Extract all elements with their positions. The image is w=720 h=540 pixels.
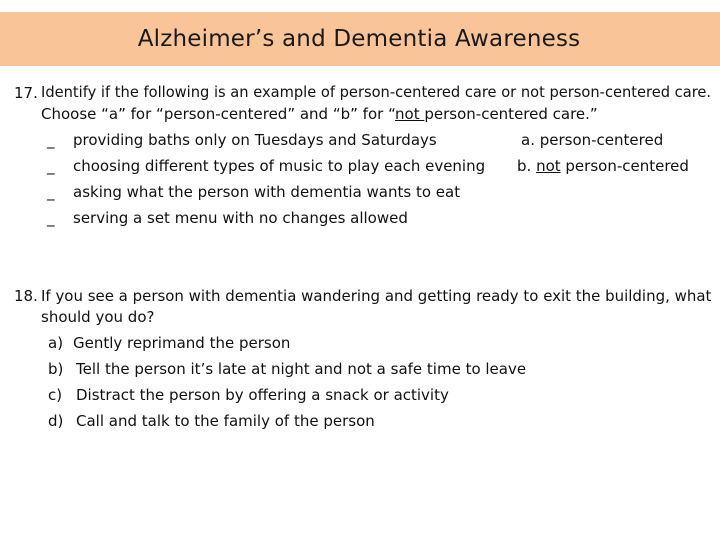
question-17-prompt-line2 <box>41 105 598 123</box>
answer-blank[interactable]: _ <box>47 131 55 149</box>
question-18-prompt-line2: should you do? <box>41 308 155 326</box>
key-b-prefix: b. <box>517 157 537 175</box>
list-item: asking what the person with dementia wants to eat <box>73 183 461 201</box>
option-letter: a) <box>48 334 64 352</box>
question-17-prompt-line1: Identify if the following is an example of person-centered care or not person-centered care. <box>41 84 712 101</box>
option-letter: c) <box>48 386 63 404</box>
title-banner <box>0 12 720 66</box>
prompt-line2-end: person-centered care.” <box>424 105 598 123</box>
page-title: Alzheimer’s and Dementia Awareness <box>137 26 581 52</box>
answer-key-b <box>517 157 689 175</box>
key-b-suffix: person-centered <box>560 157 689 175</box>
answer-blank[interactable]: _ <box>47 157 55 175</box>
not-underlined: not <box>395 105 425 123</box>
prompt-line2-start: Choose “a” for “person-centered” and “b” for “ <box>41 105 396 123</box>
list-item: choosing different types of music to play each evening <box>73 157 486 175</box>
option-b[interactable]: Tell the person it’s late at night and not a safe time to leave <box>76 360 527 378</box>
key-b-not: not <box>536 157 561 175</box>
option-a[interactable]: Gently reprimand the person <box>73 334 291 352</box>
option-letter: b) <box>48 360 64 378</box>
answer-key-a: a. person-centered <box>521 131 664 149</box>
option-letter: d) <box>48 412 64 430</box>
list-item: providing baths only on Tuesdays and Saturdays <box>73 131 437 149</box>
option-c[interactable]: Distract the person by offering a snack or activity <box>76 386 449 404</box>
list-item: serving a set menu with no changes allowed <box>73 209 408 227</box>
question-17-number: 17. <box>14 84 38 102</box>
question-18-prompt-line1: If you see a person with dementia wandering and getting ready to exit the building, what <box>41 287 712 305</box>
answer-blank[interactable]: _ <box>47 209 55 227</box>
option-d[interactable]: Call and talk to the family of the person <box>76 412 375 430</box>
question-18-number: 18. <box>14 287 38 305</box>
answer-blank[interactable]: _ <box>47 183 55 201</box>
